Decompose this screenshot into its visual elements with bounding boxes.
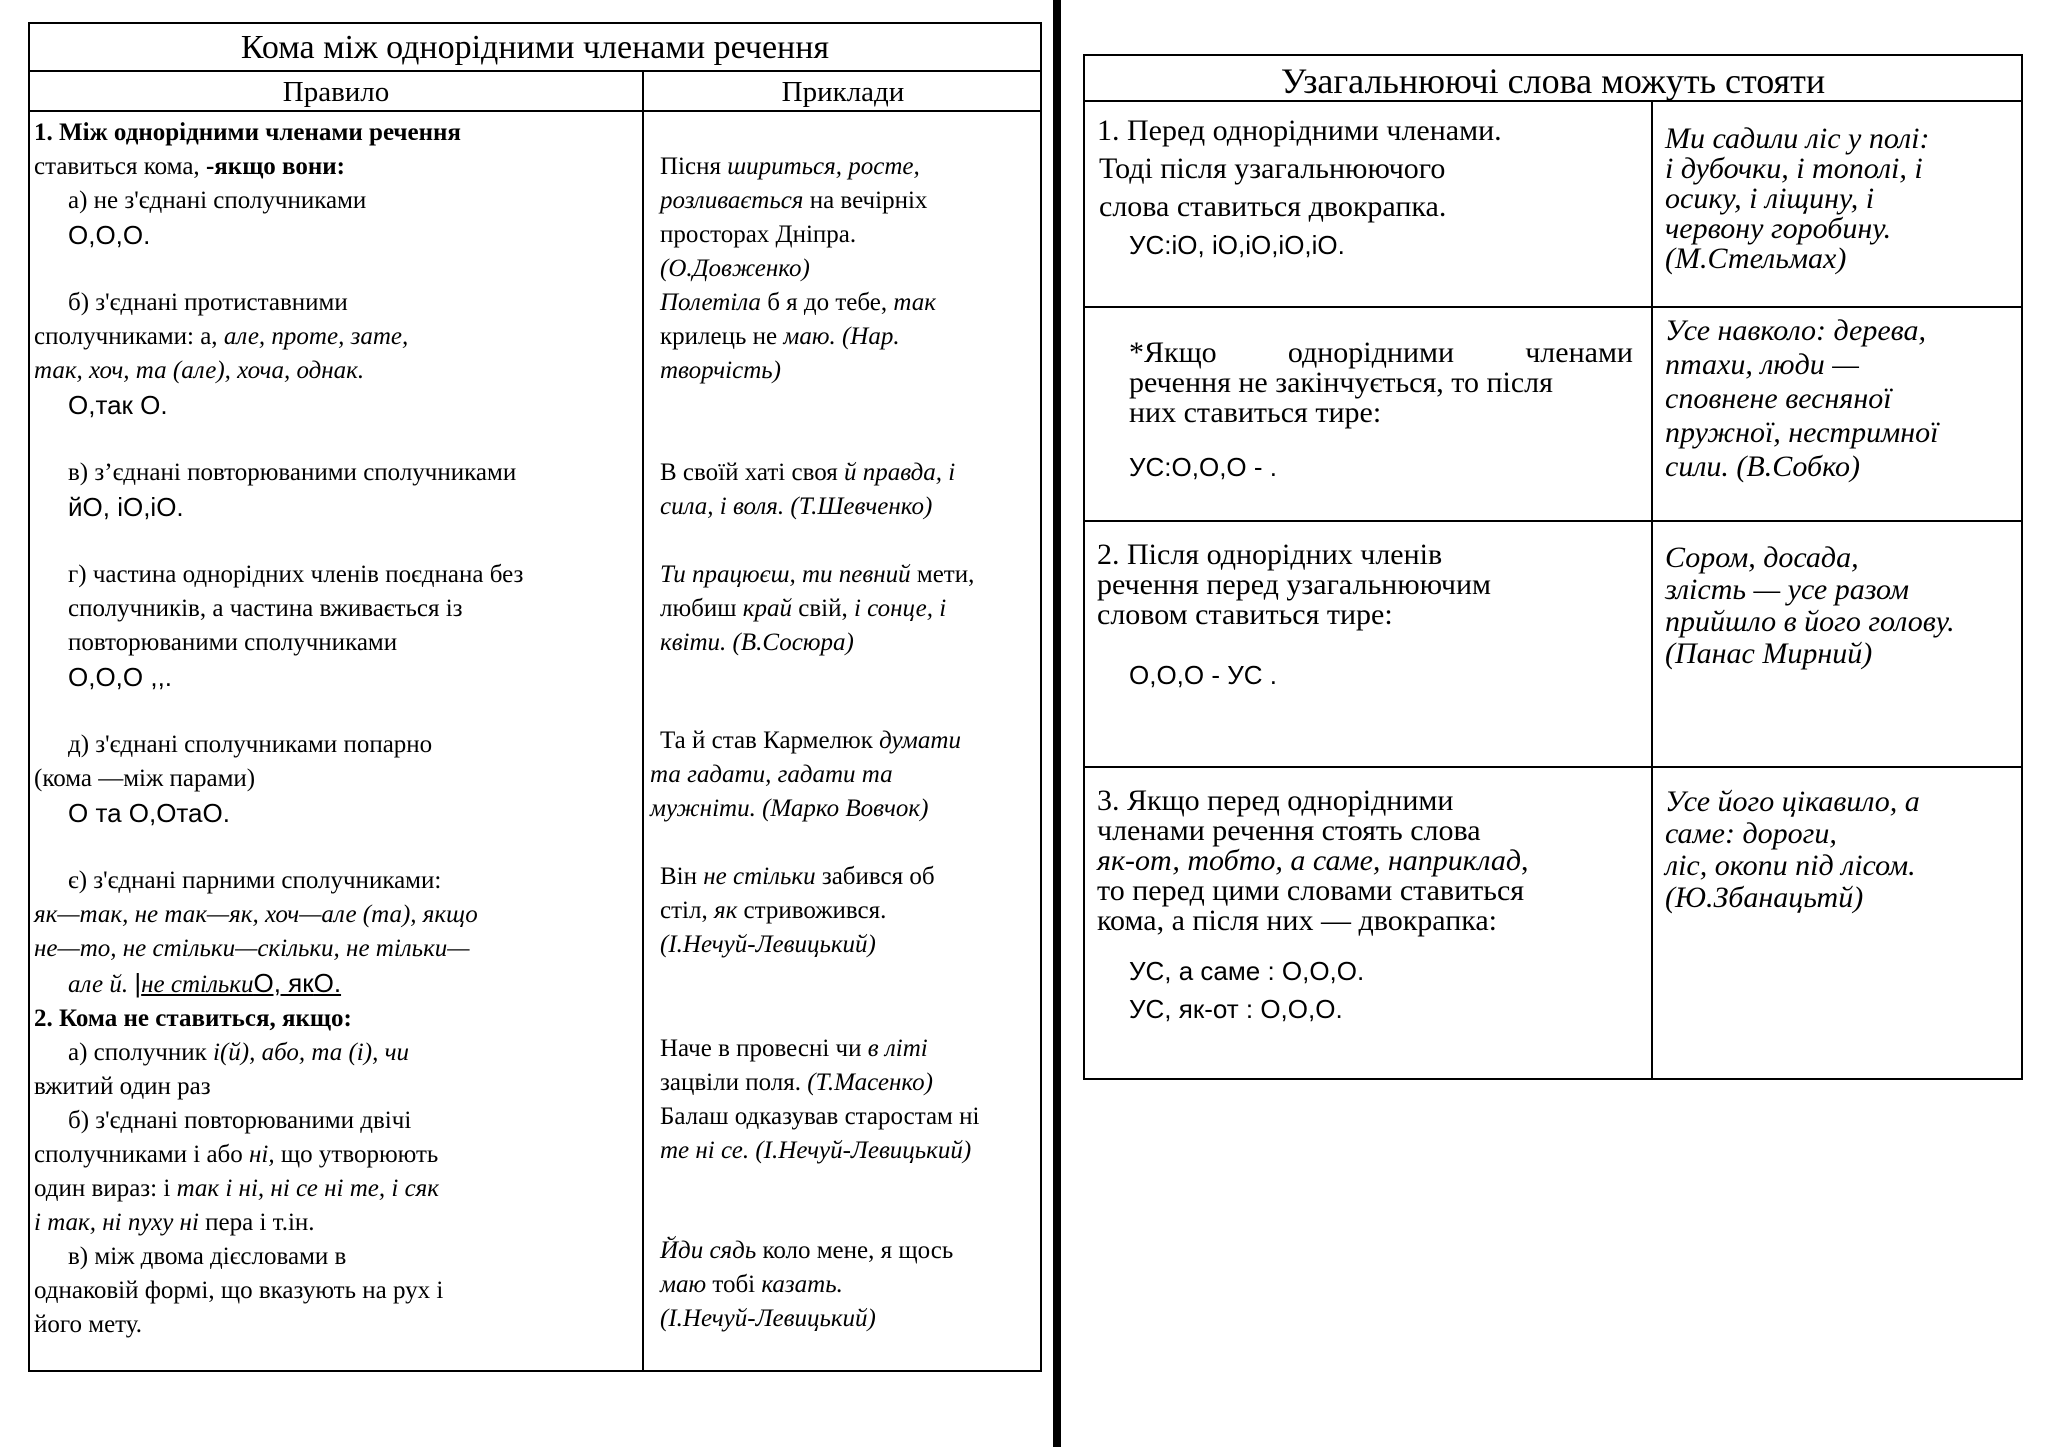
- text-line: але й.: [68, 971, 129, 998]
- text-line: Він: [660, 863, 704, 890]
- text-line: й правда, і: [843, 459, 956, 486]
- example-block: [650, 724, 1050, 826]
- text-line: ставиться кома,: [34, 153, 206, 180]
- text-line: творчість): [660, 357, 781, 384]
- text-line: ліс, окопи під лісом.: [1665, 849, 1916, 882]
- text-line: (М.Стельмах): [1665, 242, 1847, 275]
- text-line: 1. Перед однорідними членами.: [1097, 114, 1502, 147]
- rule-line: г) частина однорідних членів поєднана без: [68, 561, 524, 588]
- example-block: [660, 1234, 1060, 1336]
- text-line: маю. (Нар.: [783, 323, 900, 350]
- text-line: Та й став Кармелюк: [660, 727, 880, 754]
- text-line: Балаш одказував старостам ні: [660, 1103, 980, 1130]
- rule-line: [34, 150, 634, 184]
- rule-cell: *Якщо однорідними членами речення не закінчується, то після них ставиться тире: УС:О,О,О - .: [1129, 336, 1633, 482]
- text-line: тобі: [706, 1271, 762, 1298]
- text-line: як: [713, 897, 738, 924]
- text-line: злість — усе разом: [1665, 573, 1910, 606]
- rule-cell: [1097, 112, 1502, 264]
- scheme: О та О,ОтаО.: [68, 798, 230, 828]
- text-line: і(й), або, та (і), чи: [213, 1039, 410, 1066]
- text-line: на вечірніх: [803, 187, 928, 214]
- text-line: сила, і воля. (Т.Шевченко): [660, 493, 933, 520]
- text-line: маю: [660, 1271, 707, 1298]
- text-line: них ставиться тире:: [1129, 396, 1382, 429]
- text-line: шириться, росте,: [727, 153, 920, 180]
- rule-line: а) не з'єднані сполучниками: [68, 187, 367, 214]
- example-cell: [1665, 786, 2015, 914]
- text-line: О.: [313, 968, 342, 998]
- rule-line: [34, 1206, 634, 1240]
- rule-line: повторюваними сполучниками: [68, 629, 398, 656]
- text-line: словом ставиться тире:: [1097, 598, 1393, 631]
- text-line: Пісня: [660, 153, 728, 180]
- text-line: мужніти. (Марко Вовчок): [650, 795, 929, 822]
- text-line: як-от, тобто, а саме, наприклад: [1097, 844, 1522, 877]
- text-line: думати: [879, 727, 961, 754]
- example-block: [660, 150, 1060, 388]
- example-block: [660, 860, 1060, 962]
- text-line: розливається: [660, 187, 804, 214]
- text-line: мети,: [910, 561, 975, 588]
- text-line: пружної, нестримної: [1665, 416, 1939, 449]
- text-line: саме: дороги,: [1665, 817, 1837, 850]
- text-line: Наче в провесні чи: [660, 1035, 868, 1062]
- text-line: слова ставиться двокрапка.: [1099, 190, 1447, 223]
- scheme: йО, іО,іО.: [68, 492, 184, 522]
- text-line: речення не закінчується, то після: [1129, 366, 1553, 399]
- text-line: УС:іО, іО,іО,іО,іО.: [1129, 230, 1345, 260]
- text-line: червону горобину.: [1665, 212, 1892, 245]
- text-line: 2. Після однорідних членів: [1097, 538, 1443, 571]
- rule-line: [34, 1172, 634, 1206]
- rule-line: так, хоч, та (але), хоча, однак.: [34, 357, 365, 384]
- column-header-examples: Приклади: [644, 72, 1042, 112]
- generalizing-words-table: [1083, 54, 2023, 1080]
- text-line: прийшло в його голову.: [1665, 605, 1955, 638]
- text-line: осику, і ліщину, і: [1665, 182, 1875, 215]
- rule-line: є) з'єднані парними сполучниками:: [68, 867, 442, 894]
- example-cell: [1665, 314, 2015, 484]
- text-line: любиш: [660, 595, 743, 622]
- text-line: забився об: [815, 863, 935, 890]
- text-line: Йди сядь: [660, 1237, 757, 1264]
- text-line: Тоді після узагальнюючого: [1099, 152, 1446, 185]
- row-divider: [1085, 306, 2021, 308]
- text-line: Полетіла: [660, 289, 761, 316]
- text-line: квіти. (В.Сосюра): [660, 629, 854, 656]
- text-line: у полі:: [1848, 122, 1930, 155]
- rule-line: б) з'єднані протиставними: [68, 289, 348, 316]
- scheme: О,О,О.: [68, 220, 151, 250]
- text-line: не стільки: [703, 863, 816, 890]
- text-line: кома, а після них — двокрапка:: [1097, 904, 1498, 937]
- rule-line: не—то, не стільки—скільки, не тільки—: [34, 935, 470, 962]
- text-line: а) сполучник: [68, 1039, 214, 1066]
- rule-line: [34, 1002, 634, 1036]
- text-line: 3. Якщо перед однорідними: [1097, 784, 1454, 817]
- text-line: те ні се. (І.Нечуй-Левицький): [660, 1137, 972, 1164]
- text-line: УС:О,О,О - .: [1129, 452, 1277, 482]
- table-title: Кома між однорідними членами речення: [30, 24, 1040, 72]
- text-line: Усе його цікавило, а: [1665, 785, 1920, 818]
- text-line: просторах Дніпра.: [660, 221, 857, 248]
- text-line: сили. (В.Собко): [1665, 450, 1860, 483]
- text-line: ні,: [249, 1141, 275, 1168]
- text-line: зацвіли поля.: [660, 1069, 808, 1096]
- text-line: (І.Нечуй-Левицький): [660, 931, 876, 958]
- text-line: речення перед узагальнюючим: [1097, 568, 1491, 601]
- text-line: край: [742, 595, 792, 622]
- rules-column: [34, 116, 634, 1342]
- example-block: [660, 558, 1060, 660]
- text-line: Усе навколо: дерева,: [1665, 314, 1926, 347]
- text-line: (Т.Масенко): [807, 1069, 933, 1096]
- rule-line: б) з'єднані повторюваними двічі: [68, 1107, 412, 1134]
- text-line: та гадати, гадати та: [650, 761, 893, 788]
- text-line: сполучниками і або: [34, 1141, 250, 1168]
- rule-line: його мету.: [34, 1311, 143, 1338]
- text-line: (Ю.Збанацьтй): [1665, 881, 1864, 914]
- text-line: ,: [1521, 844, 1529, 877]
- text-line: що утворюють: [274, 1141, 439, 1168]
- text-line: б я до тебе,: [760, 289, 894, 316]
- row-divider: [1085, 766, 2021, 768]
- text-line: Ти працюєш, ти певний: [660, 561, 911, 588]
- text-line: сповнене весняної: [1665, 382, 1892, 415]
- text-line: і так, ні пуху ні: [34, 1209, 199, 1236]
- text-line: 2. Кома не ставиться, якщо:: [34, 1005, 352, 1032]
- text-line: свій,: [791, 595, 854, 622]
- text-line: і дубочки, і тополі, і: [1665, 152, 1923, 185]
- column-header-rule: Правило: [30, 72, 644, 112]
- text-line: О, як: [253, 968, 314, 998]
- rule-line: [34, 116, 634, 150]
- text-line: В своїй хаті своя: [660, 459, 844, 486]
- text-line: (О.Довженко): [660, 255, 810, 282]
- text-line: УС, а саме : О,О,О.: [1129, 956, 1365, 986]
- text-line: коло мене, я щось: [756, 1237, 954, 1264]
- text-line: сполучниками: а,: [34, 323, 224, 350]
- text-line: Ми садили ліс: [1665, 122, 1849, 155]
- table-title: Узагальнюючі слова можуть стояти: [1085, 56, 2021, 102]
- text-line: (І.Нечуй-Левицький): [660, 1305, 876, 1332]
- text-line: -якщо вони:: [205, 153, 346, 180]
- rule-line: як—так, не так—як, хоч—але (та), якщо: [34, 901, 478, 928]
- example-cell: [1665, 542, 2015, 670]
- text-line: але, проте, зате,: [223, 323, 409, 350]
- text-line: один вираз: і: [34, 1175, 177, 1202]
- example-cell: [1665, 124, 2015, 274]
- scheme: О,так О.: [68, 390, 168, 420]
- text-line: членами речення стоять слова: [1097, 814, 1481, 847]
- rule-line: [34, 320, 634, 354]
- rule-line: сполучників, а частина вживається із: [68, 595, 463, 622]
- rule-line: (кома —між парами): [34, 765, 256, 792]
- rule-line: в) з’єднані повторюваними сполучниками: [68, 459, 517, 486]
- text-line: і сонце, і: [853, 595, 947, 622]
- text-line: птахи, люди —: [1665, 348, 1859, 381]
- text-line: в літі: [867, 1035, 928, 1062]
- comma-rules-table: [28, 22, 1042, 1372]
- example-block: [660, 456, 1060, 524]
- text-line: казать.: [761, 1271, 843, 1298]
- rule-line: д) з'єднані сполучниками попарно: [68, 731, 433, 758]
- example-block: [660, 1032, 1060, 1168]
- text-line: крилець не: [660, 323, 784, 350]
- text-line: так і ні, ні се ні те, і сяк: [176, 1175, 439, 1202]
- column-divider: [1651, 102, 1653, 1078]
- rule-cell: [1097, 540, 1491, 690]
- text-line: то перед цими словами ставиться: [1097, 874, 1525, 907]
- rule-line: однаковій формі, що вказують на рух і: [34, 1277, 444, 1304]
- text-line: (Панас Мирний): [1665, 637, 1873, 670]
- row-divider: [1085, 520, 2021, 522]
- text-line: УС, як-от : О,О,О.: [1129, 994, 1343, 1024]
- text-line: стіл,: [660, 897, 714, 924]
- rule-line: але й. |не стількиО, якО.: [68, 968, 342, 998]
- scheme: О,О,О ,,.: [68, 662, 173, 692]
- text-line: 1. Між однорідними членами речення: [34, 119, 461, 146]
- text-line: пера і т.ін.: [198, 1209, 315, 1236]
- text-line: Сором, досада,: [1665, 541, 1859, 574]
- text-line: О,О,О - УС .: [1129, 660, 1277, 690]
- rule-line: вжитий один раз: [34, 1073, 211, 1100]
- text-line: не стільки: [141, 971, 254, 998]
- text-line: так: [893, 289, 936, 316]
- rule-line: [34, 1138, 634, 1172]
- rule-line: в) між двома дієсловами в: [68, 1243, 347, 1270]
- column-divider: [642, 112, 644, 1370]
- rule-cell: [1097, 786, 1529, 1028]
- text-line: стривожився.: [737, 897, 887, 924]
- rule-line: [34, 1036, 634, 1070]
